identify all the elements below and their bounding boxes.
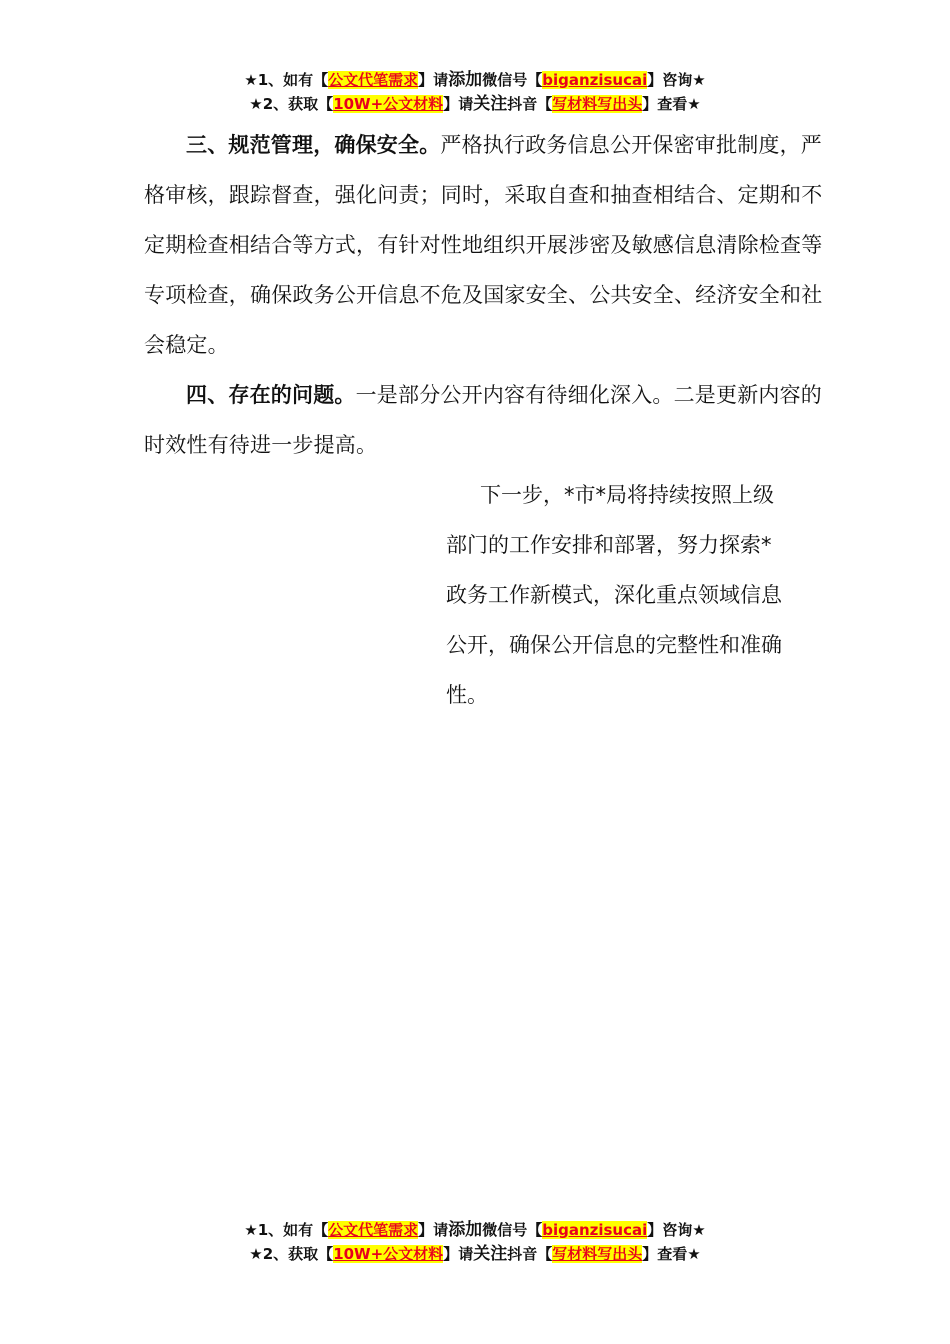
banner-line-2 xyxy=(0,92,950,116)
banner-text: ★1、如有【 xyxy=(244,1221,329,1239)
header-banner xyxy=(0,68,950,116)
banner-emphasis: 添加 xyxy=(448,70,483,90)
banner-text: 】咨询★ xyxy=(647,1221,706,1239)
banner-highlight-materials: 10W+公文材料 xyxy=(333,1245,444,1263)
banner-line-1 xyxy=(0,1218,950,1242)
banner-highlight-wechat: biganzisucai xyxy=(542,1221,648,1239)
closing-line: 公开，确保公开信息的完整性和准确 xyxy=(446,633,782,657)
banner-text: 】查看★ xyxy=(642,95,701,113)
banner-text: ★2、获取【 xyxy=(249,1245,334,1263)
banner-emphasis: 关注 xyxy=(473,1244,508,1264)
section-3-paragraph xyxy=(144,120,824,370)
closing-line: 下一步，*市*局将持续按照上级 xyxy=(480,483,774,507)
closing-paragraph xyxy=(446,470,808,720)
banner-text: 】查看★ xyxy=(642,1245,701,1263)
banner-text: 抖音【 xyxy=(507,1245,553,1263)
banner-highlight-service: 公文代笔需求 xyxy=(328,1221,419,1239)
banner-highlight-wechat: biganzisucai xyxy=(542,71,648,89)
banner-emphasis: 关注 xyxy=(473,94,508,114)
document-body xyxy=(144,120,824,470)
banner-highlight-service: 公文代笔需求 xyxy=(328,71,419,89)
banner-text: ★2、获取【 xyxy=(249,95,334,113)
banner-highlight-douyin: 写材料写出头 xyxy=(552,95,643,113)
closing-line: 政务工作新模式，深化重点领域信息 xyxy=(446,583,782,607)
closing-line: 部门的工作安排和部署，努力探索* xyxy=(446,533,772,557)
closing-line: 性。 xyxy=(446,683,488,707)
banner-text: 】请 xyxy=(443,1245,474,1263)
banner-text: 微信号【 xyxy=(482,71,543,89)
section-3-body: 严格执行政务信息公开保密审批制度，严格审核，跟踪督查，强化问责；同时，采取自查和抽查相结合、定期和不定期检查相结合等方式，有针对性地组织开展涉密及敏感信息清除检查等专项检查，确保政务公开信息不危及国家安全、公共安全、经济安全和社会稳定。 xyxy=(144,133,823,357)
banner-text: 】请 xyxy=(418,1221,449,1239)
banner-text: 】请 xyxy=(418,71,449,89)
section-4-heading: 四、存在的问题。 xyxy=(186,383,356,407)
banner-highlight-douyin: 写材料写出头 xyxy=(552,1245,643,1263)
banner-text: 】请 xyxy=(443,95,474,113)
section-4-paragraph xyxy=(144,370,824,470)
section-4-body: 一是部分公开内容有待细化深入。二是更新内容的时效性有待进一步提高。 xyxy=(144,383,823,457)
banner-text: 抖音【 xyxy=(507,95,553,113)
banner-highlight-materials: 10W+公文材料 xyxy=(333,95,444,113)
banner-text: 微信号【 xyxy=(482,1221,543,1239)
banner-text: ★1、如有【 xyxy=(244,71,329,89)
banner-line-2 xyxy=(0,1242,950,1266)
banner-text: 】咨询★ xyxy=(647,71,706,89)
footer-banner xyxy=(0,1218,950,1266)
banner-line-1 xyxy=(0,68,950,92)
section-3-heading: 三、规范管理，确保安全。 xyxy=(186,133,441,157)
banner-emphasis: 添加 xyxy=(448,1220,483,1240)
